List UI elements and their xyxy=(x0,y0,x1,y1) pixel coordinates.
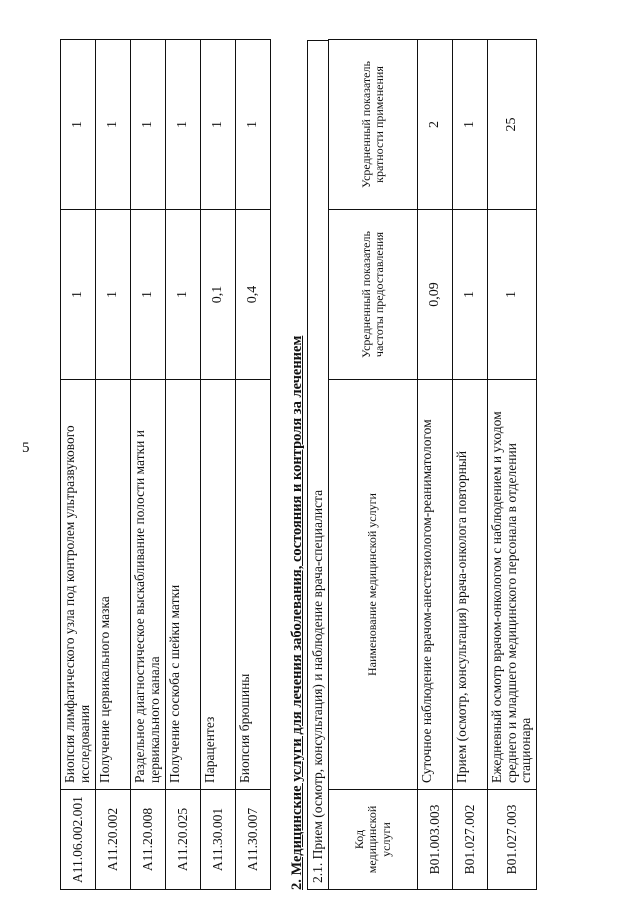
header-frequency: Усредненный показатель частоты предоставления xyxy=(329,210,418,380)
header-name: Наименование медицинской услуги xyxy=(329,380,418,790)
service-name: Биопсия лимфатического узла под контролем ультразвукового исследования xyxy=(61,380,96,790)
header-row xyxy=(329,40,418,890)
table-row xyxy=(236,40,271,890)
subsection-2-1-title: 2.1. Прием (осмотр, консультация) и наблюдение врача-специалиста xyxy=(307,40,328,890)
table-row xyxy=(131,40,166,890)
header-multiplicity: Усредненный показатель кратности применения xyxy=(329,40,418,210)
service-name: Получение цервикального мазка xyxy=(96,380,131,790)
specialist-services-table xyxy=(328,39,537,890)
service-code: B01.027.002 xyxy=(453,790,488,890)
service-name: Ежедневный осмотр врачом-онкологом с наблюдением и уходом среднего и младшего медицинского персонала в отделении стационара xyxy=(488,380,537,790)
multiplicity-value: 1 xyxy=(236,40,271,210)
header-code: Код медицинской услуги xyxy=(329,790,418,890)
frequency-value: 1 xyxy=(453,210,488,380)
service-name: Биопсия брюшины xyxy=(236,380,271,790)
table-row xyxy=(418,40,453,890)
multiplicity-value: 1 xyxy=(131,40,166,210)
service-name: Получение соскоба с шейки матки xyxy=(166,380,201,790)
frequency-value: 1 xyxy=(131,210,166,380)
service-name: Парацентез xyxy=(201,380,236,790)
service-name: Прием (осмотр, консультация) врача-онколога повторный xyxy=(453,380,488,790)
rotated-page-content xyxy=(60,40,537,890)
service-code: A11.30.001 xyxy=(201,790,236,890)
service-code: B01.003.003 xyxy=(418,790,453,890)
service-code: B01.027.003 xyxy=(488,790,537,890)
page-number: 5 xyxy=(22,440,30,456)
table-row xyxy=(201,40,236,890)
service-code: A11.20.025 xyxy=(166,790,201,890)
service-name: Суточное наблюдение врачом-анестезиологом-реаниматологом xyxy=(418,380,453,790)
service-code: A11.06.002.001 xyxy=(61,790,96,890)
multiplicity-value: 1 xyxy=(201,40,236,210)
frequency-value: 0,09 xyxy=(418,210,453,380)
table-row xyxy=(488,40,537,890)
section-2-title: 2. Медицинские услуги для лечения заболевания, состояния и контроля за лечением xyxy=(289,335,305,890)
table-row xyxy=(61,40,96,890)
frequency-value: 1 xyxy=(166,210,201,380)
service-code: A11.30.007 xyxy=(236,790,271,890)
table-row xyxy=(453,40,488,890)
service-code: A11.20.008 xyxy=(131,790,166,890)
frequency-value: 0,4 xyxy=(236,210,271,380)
multiplicity-value: 1 xyxy=(61,40,96,210)
service-name: Раздельное диагностическое выскабливание полости матки и цервикального канала xyxy=(131,380,166,790)
multiplicity-value: 1 xyxy=(166,40,201,210)
multiplicity-value: 1 xyxy=(453,40,488,210)
frequency-value: 1 xyxy=(61,210,96,380)
multiplicity-value: 2 xyxy=(418,40,453,210)
frequency-value: 1 xyxy=(96,210,131,380)
frequency-value: 0,1 xyxy=(201,210,236,380)
multiplicity-value: 1 xyxy=(96,40,131,210)
table-row xyxy=(166,40,201,890)
multiplicity-value: 25 xyxy=(488,40,537,210)
services-table-continued xyxy=(60,39,271,890)
service-code: A11.20.002 xyxy=(96,790,131,890)
frequency-value: 1 xyxy=(488,210,537,380)
table-row xyxy=(96,40,131,890)
